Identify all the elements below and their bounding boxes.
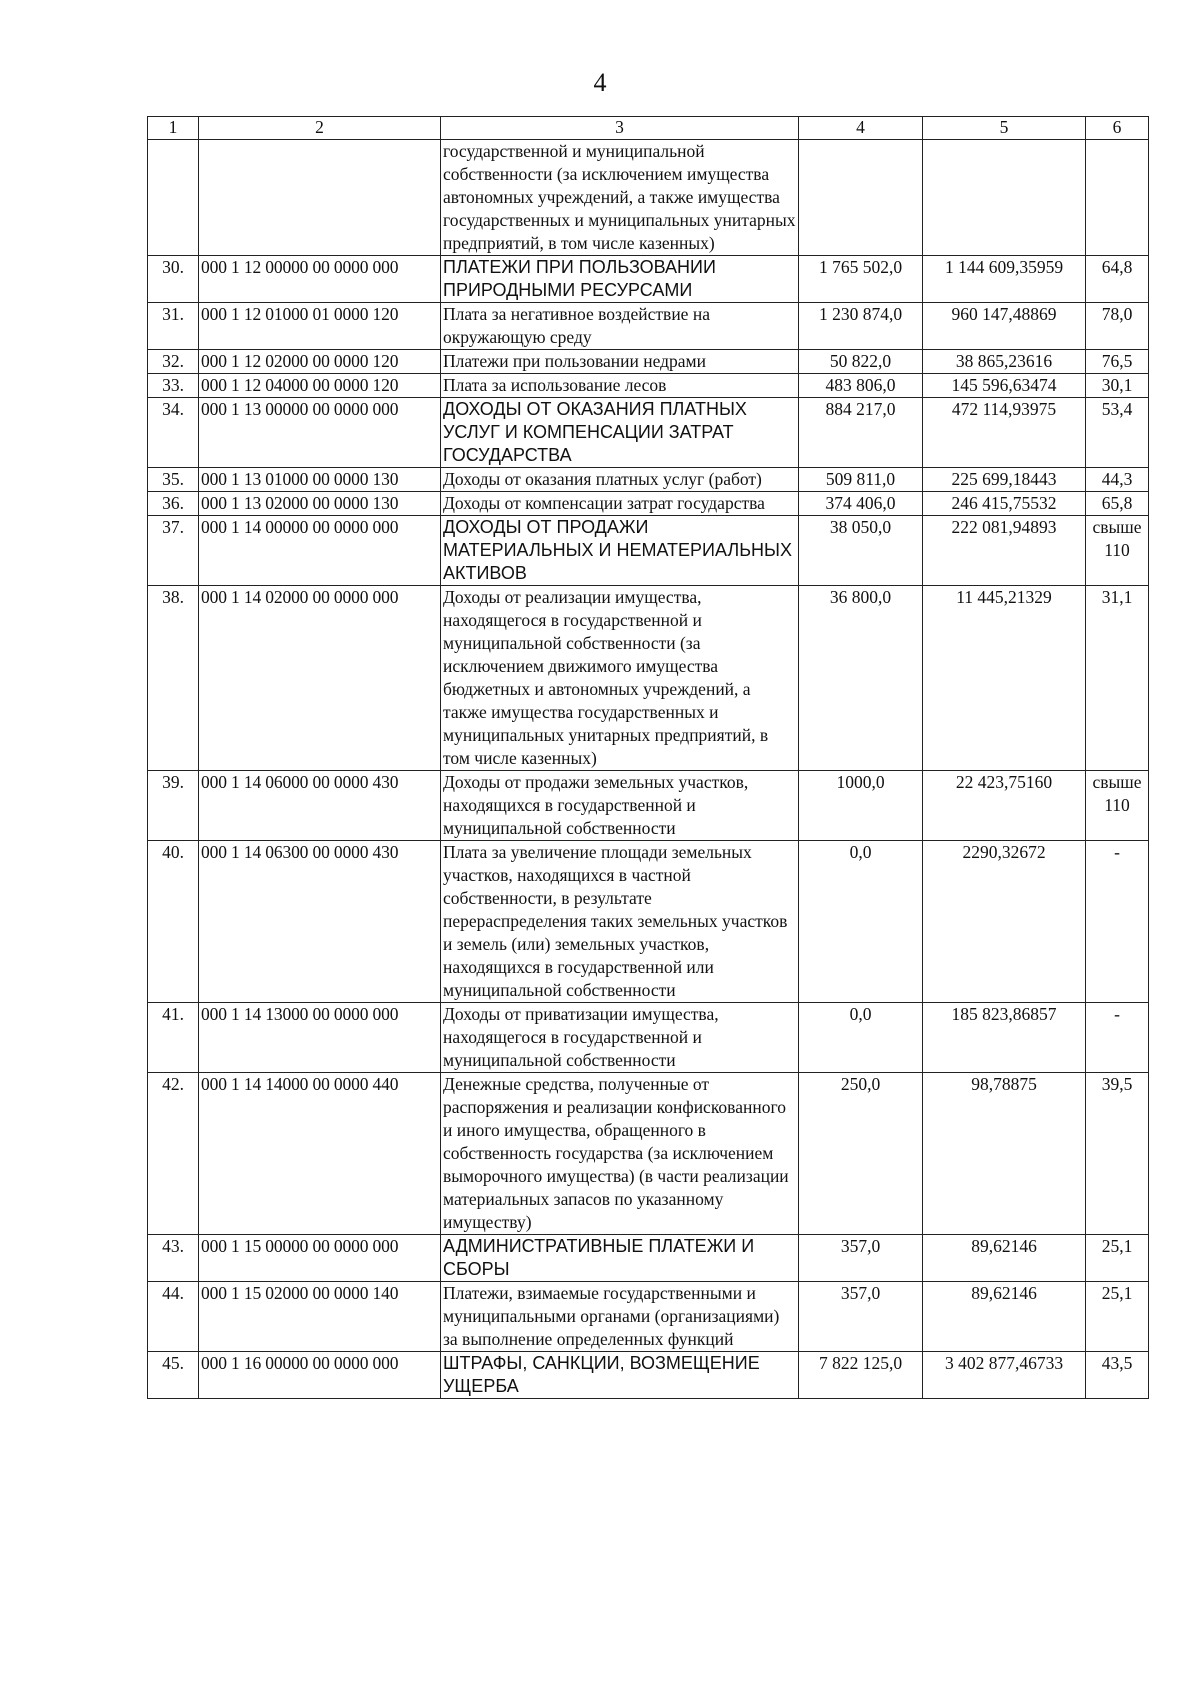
table-row: [148, 1235, 1149, 1282]
plan-amount: 357,0: [799, 1282, 923, 1352]
revenue-name: ДОХОДЫ ОТ ПРОДАЖИ МАТЕРИАЛЬНЫХ И НЕМАТЕРИАЛЬНЫХ АКТИВОВ: [441, 516, 799, 586]
row-number: 30.: [148, 256, 199, 303]
revenue-table: [147, 116, 1149, 1399]
budget-code: 000 1 13 01000 00 0000 130: [199, 468, 441, 492]
table-row: [148, 374, 1149, 398]
budget-code: 000 1 14 06000 00 0000 430: [199, 771, 441, 841]
table-row: [148, 468, 1149, 492]
table-row: [148, 350, 1149, 374]
revenue-name: Плата за использование лесов: [441, 374, 799, 398]
revenue-name: Денежные средства, полученные от распоряжения и реализации конфискованного и иного имущества, обращенного в собственность государства (за исключением выморочного имущества) (в части реализации материальных запасов по указанному имуществу): [441, 1073, 799, 1235]
row-number: 42.: [148, 1073, 199, 1235]
table-header: [148, 117, 1149, 140]
header-col-6: 6: [1086, 117, 1149, 140]
execution-percent: 44,3: [1086, 468, 1149, 492]
budget-code: 000 1 15 02000 00 0000 140: [199, 1282, 441, 1352]
table-row: [148, 586, 1149, 771]
row-number: 45.: [148, 1352, 199, 1399]
budget-code: 000 1 12 02000 00 0000 120: [199, 350, 441, 374]
plan-amount: 250,0: [799, 1073, 923, 1235]
plan-amount: 7 822 125,0: [799, 1352, 923, 1399]
revenue-name: Доходы от оказания платных услуг (работ): [441, 468, 799, 492]
execution-percent: 25,1: [1086, 1282, 1149, 1352]
plan-amount: 1 230 874,0: [799, 303, 923, 350]
table-row: [148, 256, 1149, 303]
revenue-name: Платежи при пользовании недрами: [441, 350, 799, 374]
revenue-name: ПЛАТЕЖИ ПРИ ПОЛЬЗОВАНИИ ПРИРОДНЫМИ РЕСУРСАМИ: [441, 256, 799, 303]
execution-percent: 64,8: [1086, 256, 1149, 303]
table-row: [148, 303, 1149, 350]
budget-code: [199, 140, 441, 256]
actual-amount: 2290,32672: [923, 841, 1086, 1003]
plan-amount: 38 050,0: [799, 516, 923, 586]
plan-amount: 0,0: [799, 1003, 923, 1073]
revenue-name: Доходы от реализации имущества, находящегося в государственной и муниципальной собственности (за исключением движимого имущества бюджетных и автономных учреждений, а также имущества государственных и муниципальных унитарных предприятий, в том числе казенных): [441, 586, 799, 771]
row-number: 37.: [148, 516, 199, 586]
header-col-5: 5: [923, 117, 1086, 140]
execution-percent: 53,4: [1086, 398, 1149, 468]
revenue-name: ШТРАФЫ, САНКЦИИ, ВОЗМЕЩЕНИЕ УЩЕРБА: [441, 1352, 799, 1399]
row-number: 33.: [148, 374, 199, 398]
page-number: 4: [593, 68, 607, 97]
revenue-name: Доходы от продажи земельных участков, находящихся в государственной и муниципальной собственности: [441, 771, 799, 841]
table-row: [148, 771, 1149, 841]
actual-amount: 98,78875: [923, 1073, 1086, 1235]
row-number: 41.: [148, 1003, 199, 1073]
table-row: [148, 1352, 1149, 1399]
actual-amount: 89,62146: [923, 1282, 1086, 1352]
row-number: 44.: [148, 1282, 199, 1352]
budget-code: 000 1 15 00000 00 0000 000: [199, 1235, 441, 1282]
header-col-2: 2: [199, 117, 441, 140]
execution-percent: [1086, 140, 1149, 256]
actual-amount: 246 415,75532: [923, 492, 1086, 516]
table-row: [148, 140, 1149, 256]
actual-amount: 38 865,23616: [923, 350, 1086, 374]
revenue-name: Доходы от приватизации имущества, находящегося в государственной и муниципальной собственности: [441, 1003, 799, 1073]
budget-code: 000 1 12 00000 00 0000 000: [199, 256, 441, 303]
table-row: [148, 1282, 1149, 1352]
row-number: 38.: [148, 586, 199, 771]
plan-amount: 1 765 502,0: [799, 256, 923, 303]
row-number: 31.: [148, 303, 199, 350]
actual-amount: 3 402 877,46733: [923, 1352, 1086, 1399]
row-number: 40.: [148, 841, 199, 1003]
plan-amount: 483 806,0: [799, 374, 923, 398]
budget-code: 000 1 14 00000 00 0000 000: [199, 516, 441, 586]
budget-code: 000 1 13 02000 00 0000 130: [199, 492, 441, 516]
plan-amount: 374 406,0: [799, 492, 923, 516]
actual-amount: 222 081,94893: [923, 516, 1086, 586]
execution-percent: 43,5: [1086, 1352, 1149, 1399]
plan-amount: 36 800,0: [799, 586, 923, 771]
header-row: [148, 117, 1149, 140]
budget-code: 000 1 14 06300 00 0000 430: [199, 841, 441, 1003]
budget-code: 000 1 12 04000 00 0000 120: [199, 374, 441, 398]
revenue-name: Доходы от компенсации затрат государства: [441, 492, 799, 516]
execution-percent: свыше 110: [1086, 771, 1149, 841]
actual-amount: 145 596,63474: [923, 374, 1086, 398]
execution-percent: 31,1: [1086, 586, 1149, 771]
actual-amount: [923, 140, 1086, 256]
execution-percent: -: [1086, 841, 1149, 1003]
budget-code: 000 1 13 00000 00 0000 000: [199, 398, 441, 468]
header-col-3: 3: [441, 117, 799, 140]
budget-code: 000 1 12 01000 01 0000 120: [199, 303, 441, 350]
execution-percent: 76,5: [1086, 350, 1149, 374]
execution-percent: 30,1: [1086, 374, 1149, 398]
execution-percent: 65,8: [1086, 492, 1149, 516]
execution-percent: 78,0: [1086, 303, 1149, 350]
revenue-name: Платежи, взимаемые государственными и муниципальными органами (организациями) за выполнение определенных функций: [441, 1282, 799, 1352]
revenue-name: Плата за негативное воздействие на окружающую среду: [441, 303, 799, 350]
actual-amount: 11 445,21329: [923, 586, 1086, 771]
execution-percent: 39,5: [1086, 1073, 1149, 1235]
plan-amount: 1000,0: [799, 771, 923, 841]
execution-percent: -: [1086, 1003, 1149, 1073]
table-row: [148, 1073, 1149, 1235]
row-number: 34.: [148, 398, 199, 468]
revenue-name: ДОХОДЫ ОТ ОКАЗАНИЯ ПЛАТНЫХ УСЛУГ И КОМПЕНСАЦИИ ЗАТРАТ ГОСУДАРСТВА: [441, 398, 799, 468]
actual-amount: 960 147,48869: [923, 303, 1086, 350]
revenue-name: Плата за увеличение площади земельных участков, находящихся в частной собственности, в результате перераспределения таких земельных участков и земель (или) земельных участков, находящихся в государственной или муниципальной собственности: [441, 841, 799, 1003]
plan-amount: 884 217,0: [799, 398, 923, 468]
plan-amount: 0,0: [799, 841, 923, 1003]
table-row: [148, 1003, 1149, 1073]
table-row: [148, 398, 1149, 468]
revenue-name: АДМИНИСТРАТИВНЫЕ ПЛАТЕЖИ И СБОРЫ: [441, 1235, 799, 1282]
actual-amount: 22 423,75160: [923, 771, 1086, 841]
budget-code: 000 1 16 00000 00 0000 000: [199, 1352, 441, 1399]
plan-amount: 509 811,0: [799, 468, 923, 492]
execution-percent: 25,1: [1086, 1235, 1149, 1282]
table-row: [148, 841, 1149, 1003]
actual-amount: 1 144 609,35959: [923, 256, 1086, 303]
table-row: [148, 516, 1149, 586]
row-number: 36.: [148, 492, 199, 516]
header-col-1: 1: [148, 117, 199, 140]
actual-amount: 89,62146: [923, 1235, 1086, 1282]
plan-amount: 50 822,0: [799, 350, 923, 374]
budget-code: 000 1 14 13000 00 0000 000: [199, 1003, 441, 1073]
header-col-4: 4: [799, 117, 923, 140]
row-number: 32.: [148, 350, 199, 374]
table-body: [148, 140, 1149, 1399]
actual-amount: 185 823,86857: [923, 1003, 1086, 1073]
row-number: [148, 140, 199, 256]
actual-amount: 225 699,18443: [923, 468, 1086, 492]
row-number: 43.: [148, 1235, 199, 1282]
table-row: [148, 492, 1149, 516]
row-number: 39.: [148, 771, 199, 841]
plan-amount: 357,0: [799, 1235, 923, 1282]
plan-amount: [799, 140, 923, 256]
budget-code: 000 1 14 02000 00 0000 000: [199, 586, 441, 771]
budget-code: 000 1 14 14000 00 0000 440: [199, 1073, 441, 1235]
execution-percent: свыше 110: [1086, 516, 1149, 586]
row-number: 35.: [148, 468, 199, 492]
actual-amount: 472 114,93975: [923, 398, 1086, 468]
revenue-name: государственной и муниципальной собственности (за исключением имущества автономных учреждений, а также имущества государственных и муниципальных унитарных предприятий, в том числе казенных): [441, 140, 799, 256]
